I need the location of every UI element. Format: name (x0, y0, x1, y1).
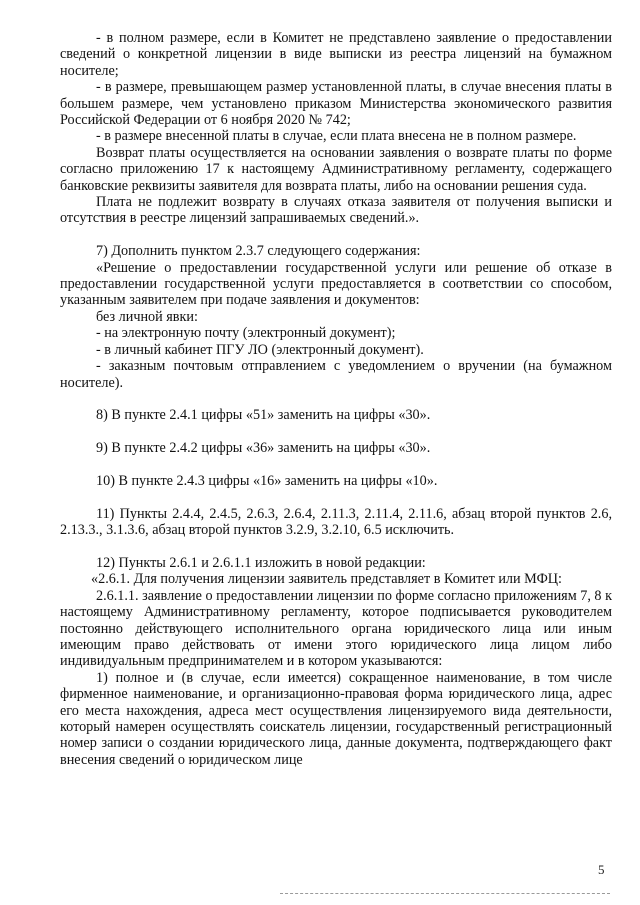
paragraph: - на электронную почту (электронный документ); (96, 325, 396, 342)
paragraph: Возврат платы осуществляется на основании заявления о возврате платы по форме согласно приложению 17 к настоящему Административному регламенту, содержащего банковские реквизиты заявителя для возврата платы, либо на основании решения суда. (60, 144, 612, 194)
paragraph: - в личный кабинет ПГУ ЛО (электронный документ). (96, 341, 424, 358)
spacer (60, 539, 612, 555)
document-body (60, 30, 612, 768)
paragraph: 9) В пункте 2.4.2 цифры «36» заменить на цифры «30». (96, 440, 431, 457)
spacer (60, 489, 612, 505)
paragraph: - в полном размере, если в Комитет не представлено заявление о предоставлении сведений о конкретной лицензии в виде выписки из реестра лицензий на бумажном носителе; (60, 30, 612, 79)
paragraph: без личной явки: (96, 308, 198, 325)
paragraph: 12) Пункты 2.6.1 и 2.6.1.1 изложить в новой редакции: (96, 554, 426, 571)
footer-divider (280, 893, 610, 894)
spacer (60, 424, 612, 440)
paragraph: Плата не подлежит возврату в случаях отказа заявителя от получения выписки и отсутствия в реестре лицензий запрашиваемых сведений.». (60, 194, 612, 227)
paragraph: 8) В пункте 2.4.1 цифры «51» заменить на цифры «30». (96, 407, 431, 424)
paragraph: 7) Дополнить пунктом 2.3.7 следующего содержания: (96, 243, 421, 260)
spacer (60, 391, 612, 407)
paragraph: - в размере, превышающем размер установленной платы, в случае внесения платы в большем размере, чем установлено приказом Министерства экономического развития Российской Федерации от 6 ноября 2020 № 742; (60, 79, 612, 129)
paragraph: - заказным почтовым отправлением с уведомлением о вручении (на бумажном носителе). (60, 358, 612, 391)
page-number: 5 (598, 862, 605, 877)
paragraph: - в размере внесенной платы в случае, если плата внесена не в полном размере. (96, 128, 577, 145)
paragraph: «2.6.1. Для получения лицензии заявитель представляет в Комитет или МФЦ: (91, 571, 562, 588)
paragraph: 2.6.1.1. заявление о предоставлении лицензии по форме согласно приложениям 7, 8 к настоящему Административному регламенту, которое подписывается руководителем постоянно действующего исполнительного органа юридического лица или иным имеющим право действовать от имени этого юридического лица лицом либо индивидуальным предпринимателем и в котором указываются: (60, 587, 612, 670)
paragraph: 11) Пункты 2.4.4, 2.4.5, 2.6.3, 2.6.4, 2.11.3, 2.11.4, 2.11.6, абзац второй пунктов 2.6, 2.13.3., 3.1.3.6, абзац второй пунктов 3.2.9, 3.2.10, 6.5 исключить. (60, 505, 612, 539)
paragraph: 1) полное и (в случае, если имеется) сокращенное наименование, в том числе фирменное наименование, и организационно-правовая форма юридического лица, адрес его места нахождения, адреса мест осуществления лицензируемого вида деятельности, который намерен осуществлять соискатель лицензии, государственный регистрационный номер записи о создании юридического лица, данные документа, подтверждающего факт внесения сведений о юридическом лице (60, 669, 612, 768)
paragraph: 10) В пункте 2.4.3 цифры «16» заменить на цифры «10». (96, 472, 438, 489)
spacer (60, 457, 612, 473)
spacer (60, 227, 612, 243)
paragraph: «Решение о предоставлении государственной услуги или решение об отказе в предоставлении государственной услуги предоставляется в соответствии со способом, указанным заявителем при подаче заявления и документов: (60, 259, 612, 309)
